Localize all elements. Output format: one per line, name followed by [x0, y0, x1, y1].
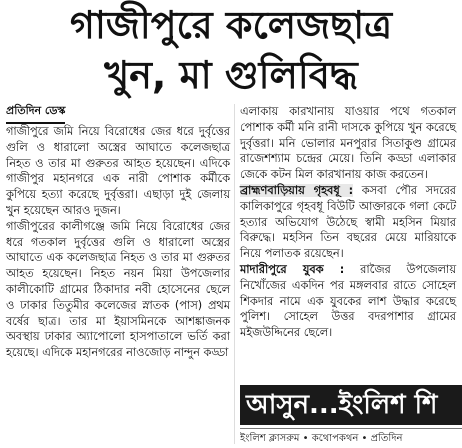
paragraph-text: কসবা পৌর সদরের কালিকাপুরে গৃহবধূ বিউটি আক্তারকে গলা কেটে হত্যার অভিযোগ উঠেছে স্বামী মহসিন মিয়ার বিরুদ্ধে। মহসিন তিন বছরের মেয়ে মারিয়াকে নিয়ে পলাতক রয়েছেন। — [240, 183, 456, 261]
headline-line-1: গাজীপুরে কলেজছাত্র — [69, 3, 393, 47]
paragraph: গাজীপুরে জমি নিয়ে বিরোধের জের ধরে দুর্বৃত্তের গুলি ও ধারালো অস্ত্রের আঘাতে কলেজছাত্র নিহত ও তার মা গুরুতর আহত হয়েছেন। এদিকে গাজীপুর মহানগরে এক নারী পোশাক কর্মীকে কুপিয়ে হত্যা করেছে দুর্বৃত্তরা। এছাড়া দুই জেলায় খুন হয়েছেন আরও দুজন। — [6, 125, 230, 217]
paragraph-text: রাজৈর উপজেলায় নিখোঁজের একদিন পর মঙ্গলবার রাতে সোহেল শিকদার নামে এক যুবকের লাশ উদ্ধার করেছে পুলিশ। সোহেল উত্তর বদরপাশার গ্রামের মইজউদ্দিনের ছেলে। — [240, 262, 456, 340]
headline-line-2: খুন, মা গুলিবিদ্ধ — [104, 53, 358, 97]
dateline: প্রতিদিন ডেস্ক — [6, 102, 65, 124]
paragraph: এলাকায় কারখানায় যাওয়ার পথে গতকাল পোশাক কর্মী মনি রানী দাসকে কুপিয়ে খুন করেছে দুর্বৃত্তরা। মনি ভোলার মনপুরার সিতাকুণ্ড গ্রামের রাজেশশ্যাম চন্দ্রের মেয়ে। তিনি কড্ডা এলাকার জেকে কটন মিল কারখানায় কাজ করতেন। — [240, 105, 456, 182]
promo-banner: আসুন...ইংলিশ শি — [240, 385, 462, 425]
subhead-kicker: ব্রাহ্মণবাড়িয়ায় গৃহবধূ : — [240, 183, 354, 197]
promo-subtitle: ইংলিশ ক্লাসরুম • কথোপকথন • প্রতিদিন — [240, 428, 462, 448]
column-divider — [234, 104, 235, 444]
article-right-column — [240, 104, 456, 341]
paragraph — [240, 262, 456, 341]
paragraph — [240, 183, 456, 262]
subhead-kicker: মাদারীপুরে যুবক : — [240, 262, 345, 276]
article-left-column — [6, 124, 230, 361]
paragraph: গাজীপুরের কালীগঞ্জে জমি নিয়ে বিরোধের জের ধরে গতকাল দুর্বৃত্তের গুলি ও ধারালো অস্ত্রের আঘাতে এক কলেজছাত্র নিহত ও তার মা গুরুতর আহত হয়েছেন। নিহত নয়ন মিয়া উপজেলার কালীকোটি গ্রামের ঠিকাদার নবী হোসেনের ছেলে ও ঢাকার তিতুমীর কলেজের স্নাতক (পাস) প্রথম বর্ষের ছাত্র। তার মা ইয়াসমিনকে আশঙ্কাজনক অবস্থায় ঢাকার অ্যাপোলো হাসপাতালে ভর্তি করা হয়েছে। এদিকে মহানগরের নাওজোড় নান্দুন কড্ডা — [6, 219, 230, 360]
